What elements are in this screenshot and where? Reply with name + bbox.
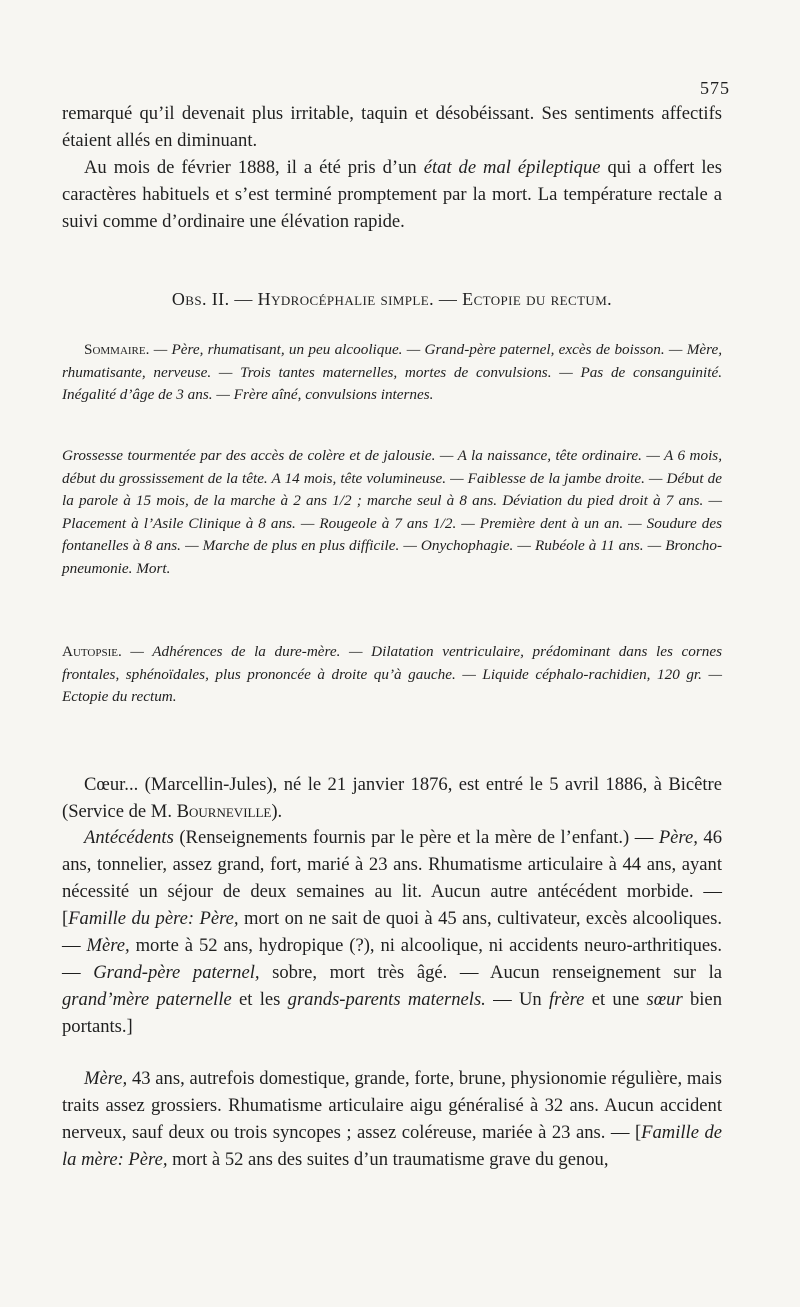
autopsy-text: — Adhérences de la dure-mère. — Dilatation ventriculaire, prédominant dans les cornes frontales, sphénoïdales, plus prononcée à droite qu’à gauche. — Liquide céphalo-rachidien, 120 gr. — Ectopie du rectum. bbox=[62, 643, 722, 706]
paragraph-intro: remarqué qu’il devenait plus irritable, taquin et désobéissant. Ses sentiments affectifs étaient allés en diminuant. bbox=[62, 103, 722, 151]
summary-text: — Père, rhumatisant, un peu alcoolique. — Grand-père paternel, excès de boisson. — Mère, rhumatisante, nerveuse. — Trois tantes maternelles, mortes de convulsions. — Pas de consanguinité. Inégalité d’âge de 3 ans. — Frère aîné, convulsions internes. bbox=[62, 341, 722, 404]
text-run-italic: grand’mère paternelle bbox=[62, 989, 232, 1010]
autopsy-label: Autopsie. bbox=[62, 643, 122, 660]
text-run-italic: grands-parents maternels. bbox=[287, 989, 486, 1010]
paragraph-mother bbox=[62, 1065, 722, 1173]
observation-heading: Obs. II. — Hydrocéphalie simple. — Ectopie du rectum. bbox=[171, 289, 613, 309]
text-run: Au mois de février 1888, il a été pris d’un bbox=[84, 157, 424, 178]
text-run: qui a offert les caractères habituels et s’est terminé promptement par la mort. La température rectale a suivi comme d’ordinaire une élévation rapide. bbox=[62, 157, 722, 232]
text-run-italic: Famille du père: Père, bbox=[68, 908, 239, 929]
paragraph-death bbox=[62, 154, 722, 235]
text-run: ). bbox=[271, 801, 283, 822]
pregnancy-paragraph bbox=[62, 445, 722, 581]
text-run: sobre, mort très âgé. — Aucun renseignement sur la bbox=[259, 962, 722, 983]
text-run: et les bbox=[231, 989, 288, 1010]
text-run: bien portants.] bbox=[62, 989, 722, 1037]
text-run: mort à 52 ans des suites d’un traumatisme grave du genou, bbox=[167, 1149, 609, 1170]
text-run: 46 ans, tonnelier, assez grand, fort, marié à 23 ans. Rhumatisme articulaire à 44 ans, ayant nécessité un séjour de deux semaines au lit. Aucun autre antécédent morbide. — [ bbox=[62, 827, 722, 929]
doctor-name: Bourneville bbox=[176, 801, 272, 822]
paragraph-patient bbox=[62, 771, 722, 825]
text-run-italic: Mère, bbox=[86, 935, 130, 956]
text-run: et une bbox=[584, 989, 647, 1010]
summary-paragraph bbox=[62, 339, 722, 407]
text-run-italic: Famille de la mère: Père, bbox=[62, 1122, 723, 1170]
text-run: mort on ne sait de quoi à 45 ans, cultivateur, excès alcooliques. — bbox=[62, 908, 722, 956]
text-run: morte à 52 ans, hydropique (?), ni alcoolique, ni accidents neuro-arthritiques. — bbox=[62, 935, 722, 983]
text-run-italic: Grand-père paternel, bbox=[93, 962, 260, 983]
text-run-italic: frère bbox=[548, 989, 585, 1010]
text-run: 43 ans, autrefois domestique, grande, forte, brune, physionomie régulière, mais traits assez grossiers. Rhumatisme articulaire aigu généralisé à 32 ans. Aucun accident nerveux, sauf deux ou trois syncopes ; assez coléreuse, mariée à 23 ans. — [ bbox=[62, 1068, 722, 1143]
text-run: Cœur... (Marcellin-Jules), né le 21 janvier 1876, est entré le 5 avril 1886, à Bicêtre (Service de M. bbox=[62, 774, 722, 822]
text-run-italic: Père, bbox=[658, 827, 698, 848]
text-run-italic: Mère, bbox=[84, 1068, 128, 1089]
autopsy-paragraph bbox=[62, 641, 722, 709]
text-run: (Renseignements fournis par le père et la mère de l’enfant.) — bbox=[173, 827, 659, 848]
pregnancy-text: Grossesse tourmentée par des accès de colère et de jalousie. — A la naissance, tête ordinaire. — A 6 mois, début du grossissement de la tête. A 14 mois, tête volumineuse. — Faiblesse de la jambe droite. — Début de la parole à 15 mois, de la marche à 2 ans 1/2 ; marche seul à 8 ans. Déviation du pied droit à 7 ans. — Placement à l’Asile Clinique à 8 ans. — Rougeole à 7 ans 1/2. — Première dent à un an. — Soudure des fontanelles à 8 ans. — Marche de plus en plus difficile. — Onychophagie. — Rubéole à 11 ans. — Broncho-pneumonie. Mort. bbox=[62, 447, 722, 577]
text-run-italic: Antécédents bbox=[84, 827, 174, 848]
summary-label: Sommaire. bbox=[84, 341, 150, 358]
page-number: 575 bbox=[700, 78, 730, 98]
paragraph-antecedents bbox=[62, 824, 722, 1040]
text-run-italic: état de mal épileptique bbox=[423, 157, 601, 178]
text-run: — Un bbox=[485, 989, 549, 1010]
text-run-italic: sœur bbox=[646, 989, 683, 1010]
